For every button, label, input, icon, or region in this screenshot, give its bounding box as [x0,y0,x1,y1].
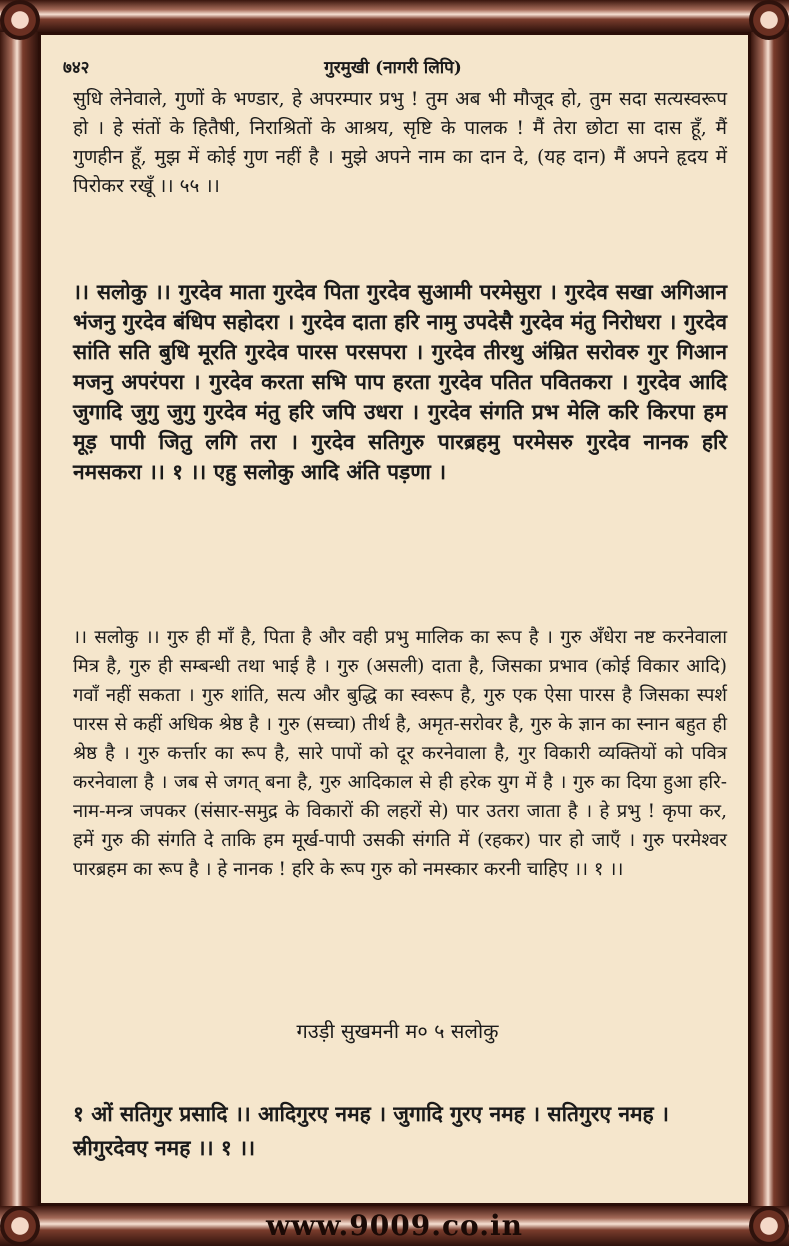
frame-border-left [0,0,38,1246]
page-number: ७४२ [63,58,90,78]
translation-paragraph: ।। सलोकु ।। गुरु ही माँ है, पिता है और वही प्रभु मालिक का रूप है । गुरु अँधेरा नष्ट करनेवाला मित्र है, गुरु ही सम्बन्धी तथा भाई है । गुरु (असली) दाता है, जिसका प्रभाव (कोई विकार आदि) गवाँ नहीं सकता । गुरु शांति, सत्य और बुद्धि का स्वरूप है, गुरु एक ऐसा पारस है जिसका स्पर्श पारस से कहीं अधिक श्रेष्ठ है । गुरु (सच्चा) तीर्थ है, अमृत-सरोवर है, गुरु के ज्ञान का स्नान बहुत ही श्रेष्ठ है । गुरु कर्त्तार का रूप है, सारे पापों को दूर करनेवाला है, गुर विकारी व्यक्तियों को पवित्र करनेवाला है । जब से जगत् बना है, गुरु आदिकाल से ही हरेक युग में है । गुरु का दिया हुआ हरि-नाम-मन्त्र जपकर (संसार-समुद्र के विकारों की लहरों से) पार उतरा जाता है । हे प्रभु ! कृपा कर, हमें गुरु की संगति दे ताकि हम मूर्ख-पापी उसकी संगति में (रहकर) पार हो जाएँ । गुरु परमेश्वर पारब्रहम का रूप है । हे नानक ! हरि के रूप गुरु को नमस्कार करनी चाहिए ।। १ ।। [73,627,727,880]
frame-corner-ornament [749,0,789,40]
translation-paragraph: सुधि लेनेवाले, गुणों के भण्डार, हे अपरम्पार प्रभु ! तुम अब भी मौजूद हो, तुम सदा सत्यस्वरूप हो । हे संतों के हितैषी, निराश्रितों के आश्रय, सृष्टि के पालक ! मैं तेरा छोटा सा दास हूँ, मैं गुणहीन हूँ, मुझ में कोई गुण नहीं है । मुझे अपने नाम का दान दे, (यह दान) मैं अपने हृदय में पिरोकर रखूँ ।। ५५ ।। [73,88,727,197]
gurbani-verse: ।। सलोकु ।। गुरदेव माता गुरदेव पिता गुरदेव सुआमी परमेसुरा । गुरदेव सखा अगिआन भंजनु गुरदेव बंधिप सहोदरा । गुरदेव दाता हरि नामु उपदेसै गुरदेव मंतु निरोधरा । गुरदेव सांति सति बुधि मूरति गुरदेव पारस परसपरा । गुरदेव तीरथु अंम्रित सरोवरु गुर गिआन मजनु अपरंपरा । गुरदेव करता सभि पाप हरता गुरदेव पतित पवितकरा । गुरदेव आदि जुगादि जुगु जुगु गुरदेव मंतु हरि जपि उधरा । गुरदेव संगति प्रभ मेलि करि किरपा हम मूड़ पापी जितु लगि तरा । गुरदेव सतिगुरु पारब्रहमु परमेसरु गुरदेव नानक हरि नमसकरा ।। १ ।। एहु सलोकु आदि अंति पड़णा । [73,279,727,484]
frame-corner-ornament [0,0,40,40]
frame-border-right [751,0,789,1246]
section-heading: गउड़ी सुखमनी म० ५ सलोकु [296,1019,499,1043]
frame-border-top [0,0,789,32]
website-link[interactable]: www.9009.co.in [266,1209,523,1242]
page-header [63,55,723,83]
mool-mantar-verse: १ ओं सतिगुर प्रसादि ।। आदिगुरए नमह । जुगादि गुरए नमह । सतिगुरए नमह । स्रीगुरदेवए नमह ।। १ ।। [73,1101,669,1160]
scripture-page [38,32,751,1206]
page-title: गुरमुखी (नागरी लिपि) [324,58,462,78]
